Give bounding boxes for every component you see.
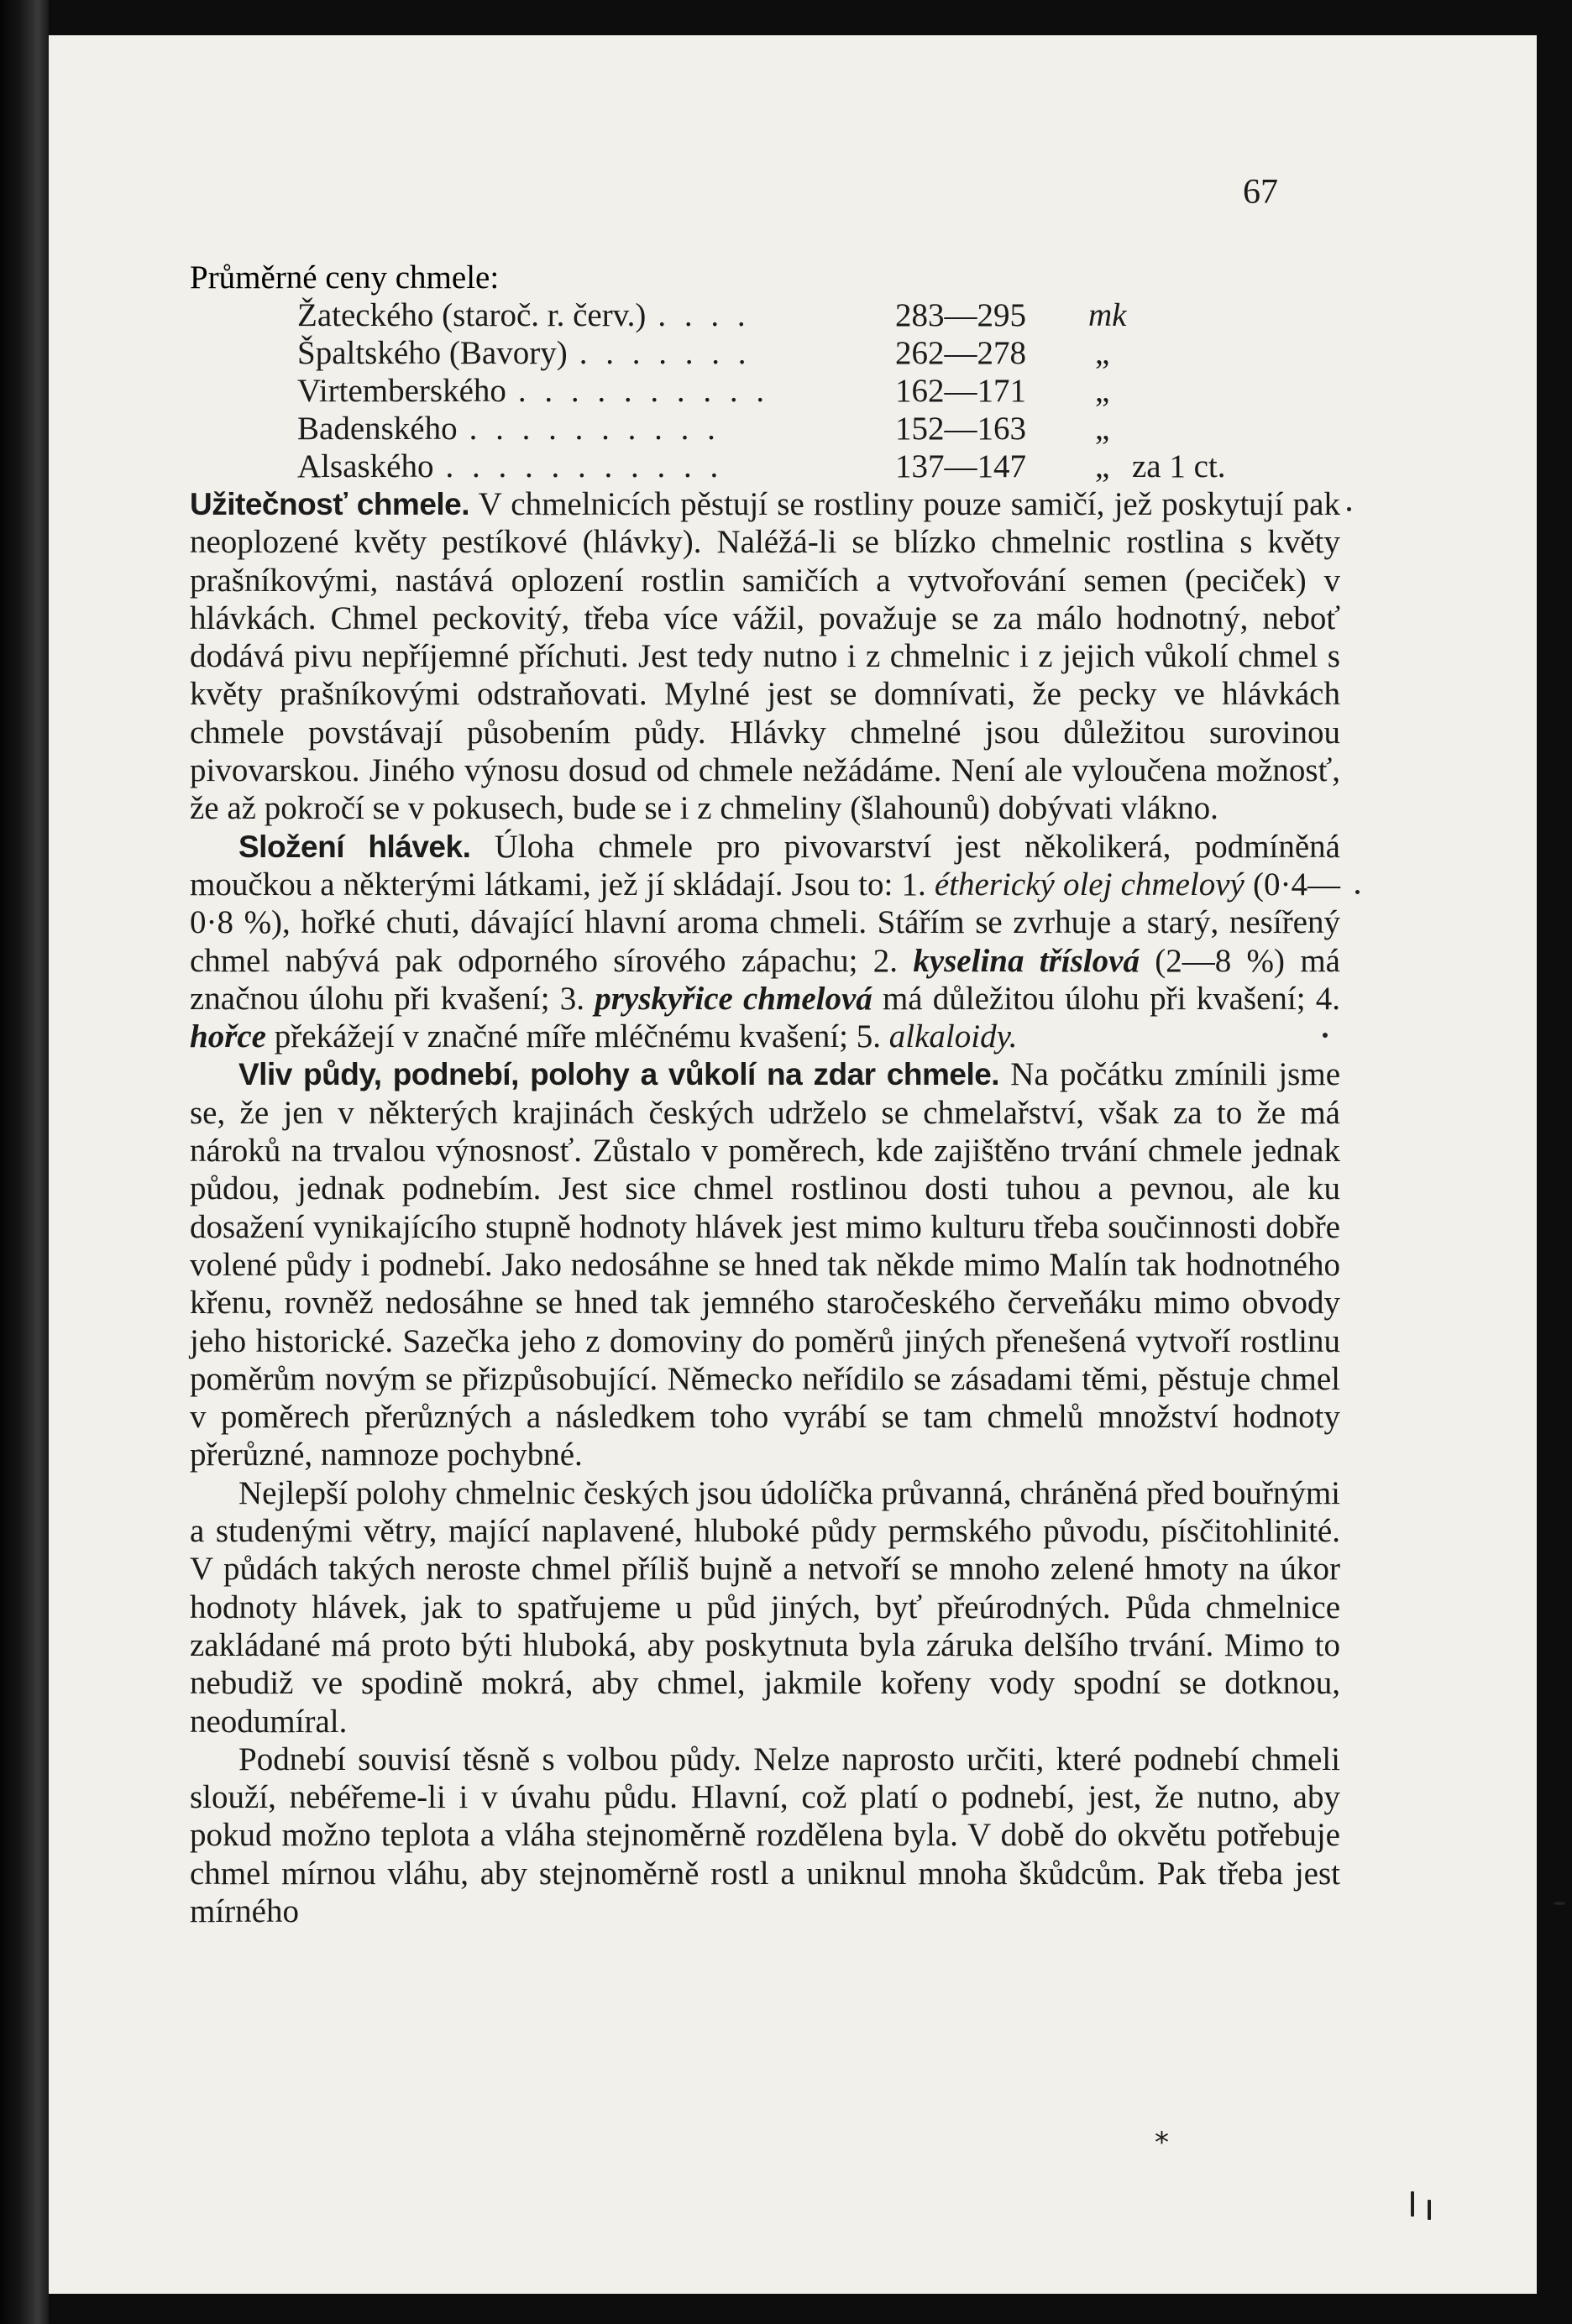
paragraph-climate: Podnebí souvisí těsně s volbou půdy. Nelze naprosto určiti, které podnebí chmeli slouží, nebéřeme-li i v úvahu půdu. Hlavní, což platí o podnebí, jest, že nutno, aby pokud možno teplota a vláha stejnoměrně rozdělena byla. V době do okvětu potřebuje chmel mírnou vláhu, aby stejnoměrně rostl a uniknul mnoha škůdcům. Pak třeba jest mírného — [190, 1740, 1340, 1929]
price-leader: . . . . — [658, 297, 751, 333]
price-note: za 1 ct. — [1132, 448, 1226, 484]
price-unit: „ — [1095, 411, 1110, 447]
paragraph-text: Úloha chmele pro pivovarství jest několikerá, podmíněná moučkou a některými látkami, jež jí skládají. Jsou to: 1. — [190, 828, 1340, 903]
scan-speck — [1411, 2191, 1414, 2217]
price-range: 137—147 — [895, 448, 1026, 484]
section-title-influence: Vliv půdy, podnebí, polohy a vůkolí na zdar chmele. — [238, 1057, 1000, 1092]
term-resin: pryskyřice chmelová — [595, 980, 872, 1017]
price-range: 162—171 — [895, 373, 1026, 409]
price-row — [297, 372, 1263, 410]
price-name: Badenského — [297, 411, 458, 447]
price-row — [297, 296, 1263, 334]
price-name: Žateckého (staroč. r. červ.) — [297, 297, 647, 333]
price-range: 262—278 — [895, 335, 1026, 371]
scan-speck — [1355, 890, 1360, 894]
price-name: Virtemberského — [297, 373, 506, 409]
scan-speck — [1323, 1033, 1328, 1038]
body-text — [190, 485, 1340, 1930]
price-leader: . . . . . . . . . . . — [445, 448, 724, 484]
price-range: 152—163 — [895, 411, 1026, 447]
term-alkaloids: alkaloidy. — [888, 1018, 1018, 1055]
scan-speck — [1554, 1902, 1565, 1905]
page-number: 67 — [1243, 173, 1278, 212]
price-leader: . . . . . . . — [579, 335, 752, 371]
price-unit: „ — [1095, 448, 1110, 484]
price-leader: . . . . . . . . . . — [517, 373, 770, 409]
paragraph-text: překážejí v značné míře mléčnému kvašení; 5. — [266, 1018, 889, 1055]
paragraph-text: Na počátku zmínili jsme se, že jen v některých krajinách českých udrželo se chmelařství, však za to že má nároků na trvalou výnosnosť. Zůstalo v poměrech, kde zajištěno trvání chmele jednak půdou, jednak podnebím. Jest sice chmel rostlinou dosti tuhou a pevnou, ale ku dosažení vynikajícího stupně hodnoty hlávek jest mimo kulturu třeba součinnosti dobře volené půdy i podnebí. Jako nedosáhne se hned tak někde mimo Malín tak hodnotného křenu, rovněž nedosáhne se hned tak jemného staročeského červeňáku mimo obvody jeho historické. Sazečka jeho z domoviny do poměrů jiných přenešená vytvoří rostlinu poměrům novým se přizpůsobující. Německo neřídilo se zásadami těmi, pěstuje chmel v poměrech přerůzných a následkem toho vyrábí se tam chmelů množství hodnoty přerůzné, namnoze pochybné. — [190, 1056, 1341, 1473]
term-ether-oil: étherický olej chmelový — [934, 866, 1244, 903]
price-range: 283—295 — [895, 297, 1026, 333]
paragraph-usefulness — [190, 485, 1340, 828]
price-row — [297, 410, 1263, 448]
price-unit: mk — [1088, 297, 1127, 333]
paragraph-text: má důležitou úlohu při kvašení; 4. — [872, 980, 1340, 1017]
paragraph-composition — [190, 828, 1340, 1056]
price-name: Špaltského (Bavory) — [297, 335, 568, 371]
prices-heading: Průměrné ceny chmele: — [190, 259, 500, 296]
section-title-usefulness: Užitečnosť chmele. — [190, 487, 470, 521]
scan-speck — [1428, 2200, 1431, 2220]
price-leader: . . . . . . . . . . — [469, 411, 720, 447]
section-title-composition: Složení hlávek. — [238, 829, 471, 864]
paragraph-locations: Nejlepší polohy chmelnic českých jsou údolíčka průvanná, chráněná před bouřnými a studenými větry, mající naplavené, hluboké půdy permského původu, písčitohlinité. V půdách takých neroste chmel příliš bujně a netvoří se mnoho zelené hmoty na úkor hodnoty hlávek, jak to spatřujeme u půd jiných, byť přeúrodných. Půda chmelnice zakládané má proto býti hluboká, aby poskytnuta byla záruka delšího trvání. Mimo to nebudiž ve spodině mokrá, aby chmel, jakmile kořeny vody spodní se dotknou, neodumíral. — [190, 1474, 1340, 1740]
price-row — [297, 334, 1263, 372]
paragraph-text: V chmelnicích pěstují se rostliny pouze samičí, jež poskytují pak neoplozené květy pestíkové (hlávky). Naléžá-li se blízko chmelnic rostlina s květy prašníkovými, nastává oplození rostlin samičích a vytvořování semen (peciček) v hlávkách. Chmel peckovitý, třeba více vážil, považuje se za málo hodnotný, neboť dodává pivu nepříjemné příchuti. Jest tedy nutno i z chmelnic i z jejich vůkolí chmel s květy prašníkovými odstraňovati. Mylné jest se domnívati, že pecky ve hlávkách chmele povstávají působením půdy. Hlávky chmelné jsou důležitou surovinou pivovarskou. Jiného výnosu dosud od chmele nežádáme. Není ale vyloučena možnosť, že až pokročí se v pokusech, bude se i z chmeliny (šlahounů) dobývati vlákno. — [190, 486, 1340, 827]
signature-mark: * — [1155, 2126, 1169, 2159]
price-row — [297, 448, 1263, 485]
term-tannic-acid: kyselina tříslová — [913, 942, 1140, 979]
scan-left-edge — [0, 0, 49, 2324]
paragraph-influence — [190, 1055, 1340, 1473]
paragraph-text: (2—8 %) má značnou úlohu při kvašení; 3. — [190, 942, 1340, 1017]
paragraph-text: (0·4—0·8 %), hořké chuti, dávající hlavní aroma chmeli. Stářím se zvrhuje a starý, nesířený chmel nabývá pak odporného sírového zápachu; 2. — [190, 866, 1340, 979]
price-name: Alsaského — [297, 448, 434, 484]
price-unit: „ — [1095, 335, 1110, 371]
scan-speck — [1347, 507, 1351, 511]
term-bitters: hořce — [190, 1018, 266, 1055]
price-unit: „ — [1095, 373, 1110, 409]
price-list — [297, 296, 1263, 485]
